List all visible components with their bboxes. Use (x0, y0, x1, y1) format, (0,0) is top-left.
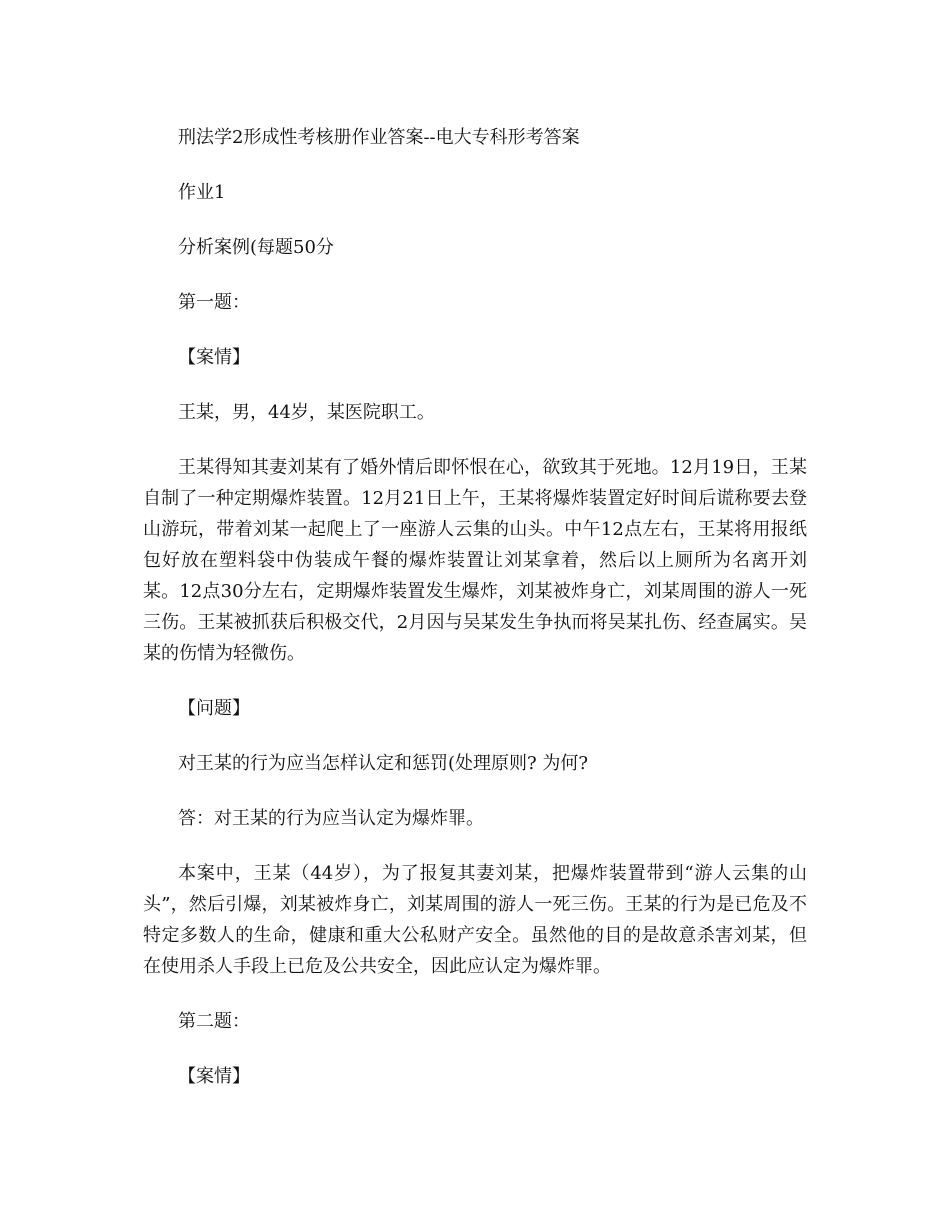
question-1-answer: 答：对王某的行为应当认定为爆炸罪。 (178, 808, 484, 829)
question-1-case-label: 【案情】 (178, 347, 250, 368)
assignment-heading: 作业1 (178, 182, 226, 203)
question-1-heading: 第一题： (178, 292, 250, 313)
question-1-analysis: 本案中，王某（44岁），为了报复其妻刘某，把爆炸装置带到“游人云集的山头”，然后引爆，刘某被炸身亡，刘某周围的游人一死三伤。王某的行为是已危及不特定多数人的生命，健康和重大公私财产安全。虽然他的目的是故意杀害刘某，但在使用杀人手段上已危及公共安全，因此应认定为爆炸罪。 (143, 863, 807, 977)
section-heading: 分析案例(每题50分 (178, 237, 334, 258)
question-2-case-label: 【案情】 (178, 1066, 250, 1087)
question-2-heading: 第二题： (178, 1011, 250, 1032)
question-1-person: 王某，男，44岁，某医院职工。 (178, 402, 435, 423)
document-body (143, 122, 807, 1116)
question-1-case-text: 王某得知其妻刘某有了婚外情后即怀恨在心，欲致其于死地。12月19日，王某自制了一种定期爆炸装置。12月21日上午，王某将爆炸装置定好时间后谎称要去登山游玩，带着刘某一起爬上了一座游人云集的山头。中午12点左右，王某将用报纸包好放在塑料袋中伪装成午餐的爆炸装置让刘某拿着，然后以上厕所为名离开刘某。12点30分左右，定期爆炸装置发生爆炸，刘某被炸身亡，刘某周围的游人一死三伤。王某被抓获后积极交代，2月因与吴某发生争执而将吴某扎伤、经查属实。吴某的伤情为轻微伤。 (143, 457, 807, 664)
question-1-question-label: 【问题】 (178, 698, 250, 719)
document-title: 刑法学2形成性考核册作业答案--电大专科形考答案 (178, 127, 580, 148)
question-1-question: 对王某的行为应当怎样认定和惩罚(处理原则? 为何? (178, 753, 589, 774)
